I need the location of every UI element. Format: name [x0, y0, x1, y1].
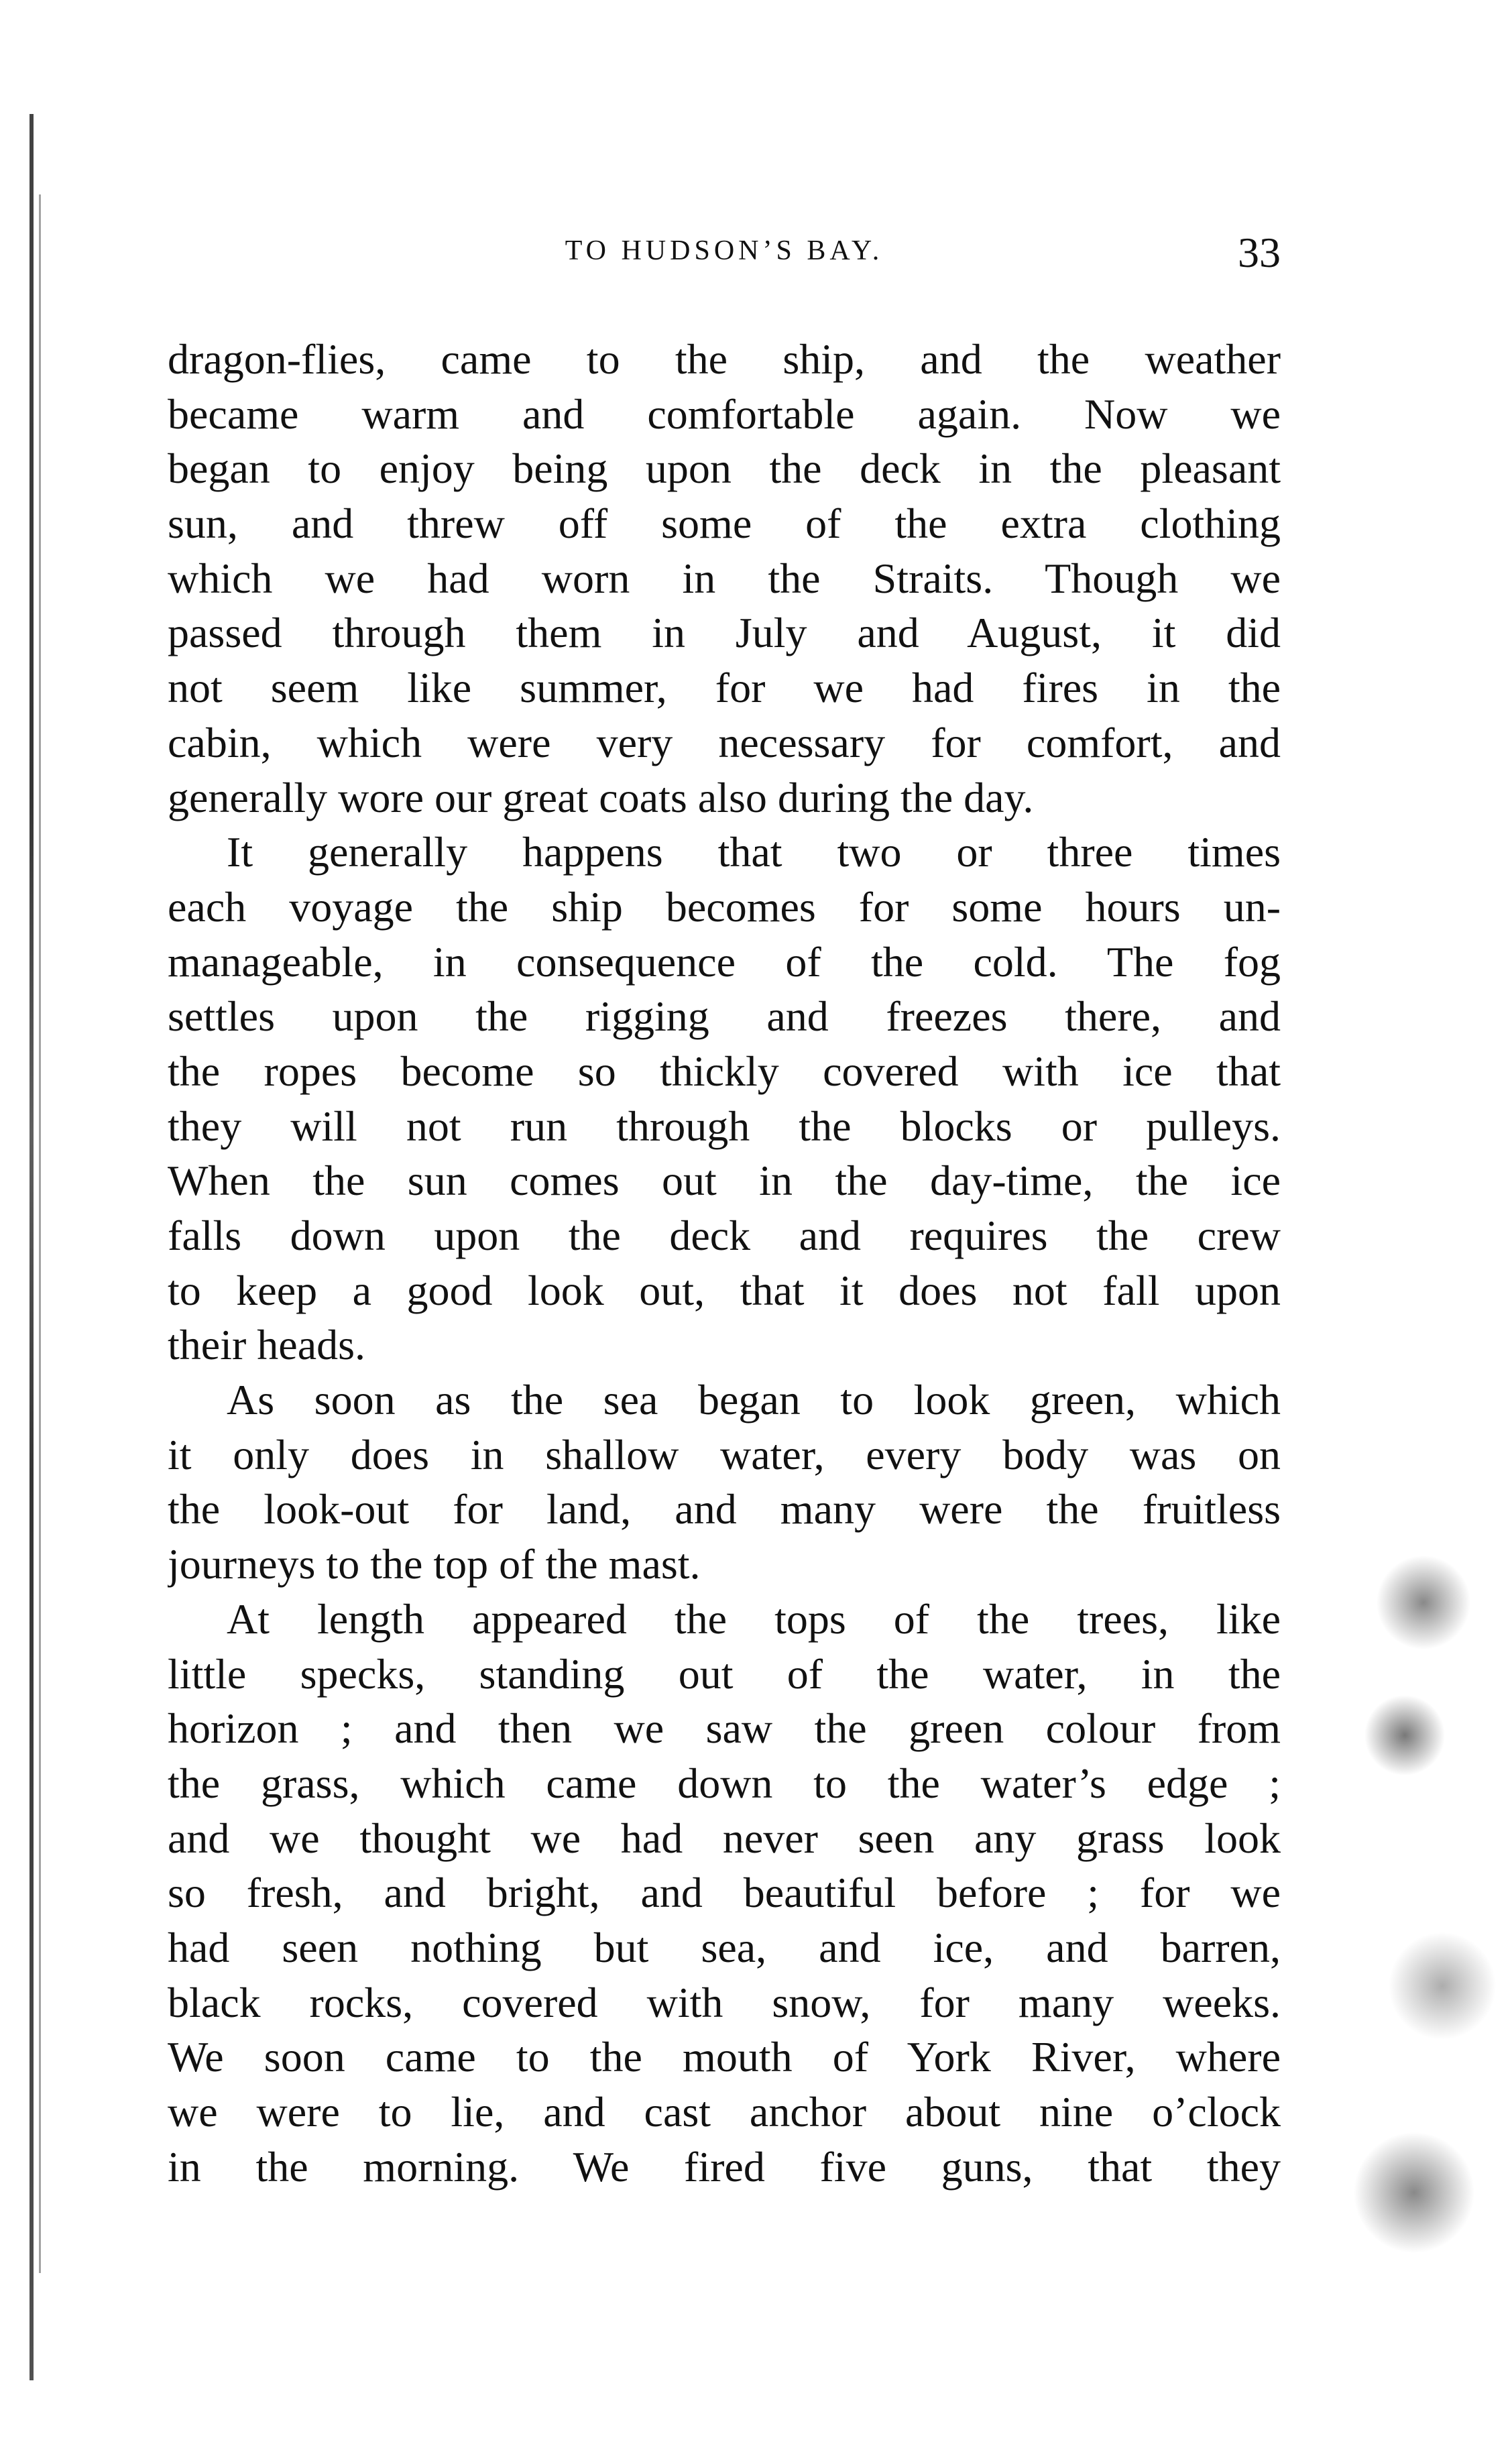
text-line: little specks, standing out of the water, in the: [168, 1649, 1281, 1698]
text-line: sun, and threw off some of the extra clothing: [168, 500, 1281, 548]
text-line: in the morning. We fired five guns, that they: [168, 2142, 1281, 2191]
text-line: the ropes become so thickly covered with ice that: [168, 1047, 1281, 1095]
text-line: they will not run through the blocks or pulleys.: [168, 1102, 1281, 1150]
text-line: horizon ; and then we saw the green colour from: [168, 1704, 1281, 1753]
text-line: generally wore our great coats also during the day.: [168, 773, 1034, 821]
text-line: so fresh, and bright, and beautiful before ; for we: [168, 1869, 1281, 1917]
text-line: it only does in shallow water, every body was on: [168, 1430, 1281, 1478]
text-line: black rocks, covered with snow, for many weeks.: [168, 1978, 1281, 2026]
text-line: It generally happens that two or three times: [227, 828, 1281, 876]
page-number: 33: [1238, 229, 1281, 276]
text-line: had seen nothing but sea, and ice, and barren,: [168, 1923, 1281, 1971]
text-line: passed through them in July and August, it did: [168, 609, 1281, 657]
text-line: each voyage the ship becomes for some hours un-: [168, 882, 1281, 931]
text-line: not seem like summer, for we had fires in the: [168, 664, 1281, 712]
body-text: [168, 332, 1281, 2194]
text-line: and we thought we had never seen any grass look: [168, 1814, 1281, 1862]
text-line: We soon came to the mouth of York River, where: [168, 2033, 1281, 2081]
text-line: became warm and comfortable again. Now we: [168, 390, 1281, 438]
binding-edge-shadow: [25, 114, 48, 2380]
text-line: cabin, which were very necessary for comfort, and: [168, 718, 1281, 766]
text-line: falls down upon the deck and requires the crew: [168, 1212, 1281, 1259]
text-line: the look-out for land, and many were the fruitless: [168, 1485, 1281, 1533]
text-line: which we had worn in the Straits. Though we: [168, 554, 1281, 602]
text-line: the grass, which came down to the water’s edge ;: [168, 1759, 1281, 1807]
text-line: their heads.: [168, 1321, 365, 1369]
text-line: dragon-flies, came to the ship, and the weather: [168, 335, 1281, 383]
text-line: journeys to the top of the mast.: [168, 1540, 701, 1588]
text-line: At length appeared the tops of the trees, like: [227, 1594, 1281, 1643]
binding-line: [30, 114, 34, 2380]
text-line: When the sun comes out in the day-time, the ice: [168, 1157, 1281, 1205]
text-line: As soon as the sea began to look green, which: [227, 1376, 1281, 1424]
text-line: began to enjoy being upon the deck in the pleasant: [168, 445, 1281, 493]
text-line: we were to lie, and cast anchor about nine o’clock: [168, 2088, 1281, 2136]
text-line: manageable, in consequence of the cold. The fog: [168, 937, 1281, 986]
page-header: [168, 228, 1281, 288]
text-line: settles upon the rigging and freezes there, and: [168, 992, 1281, 1041]
margin-speckles: [1311, 1529, 1499, 2266]
text-line: to keep a good look out, that it does not fall upon: [168, 1266, 1281, 1314]
binding-line-faint: [39, 194, 41, 2273]
running-head: TO HUDSON’S BAY.: [565, 235, 884, 266]
